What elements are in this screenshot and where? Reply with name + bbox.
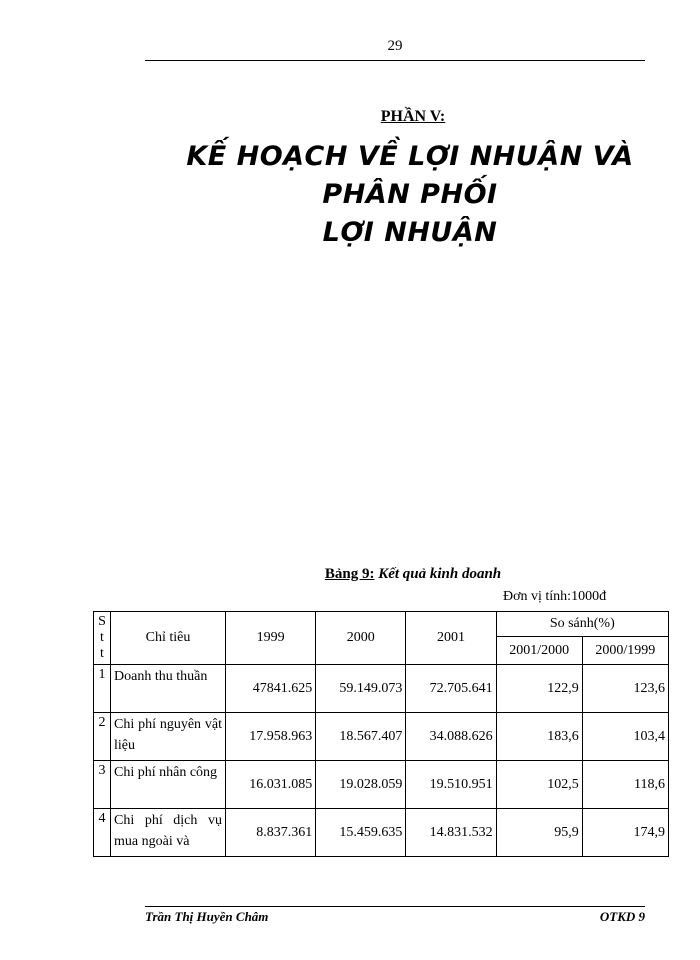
row-value-2000: 15.459.635 [316, 809, 406, 857]
table-caption [0, 566, 700, 583]
row-compare-2001-2000: 102,5 [496, 761, 582, 809]
header-stt-char: S [98, 614, 106, 629]
row-value-2001: 34.088.626 [406, 713, 496, 761]
row-item: Chi phí nguyên vật liệu [111, 713, 226, 761]
row-compare-2000-1999: 118,6 [582, 761, 668, 809]
row-value-1999: 47841.625 [226, 665, 316, 713]
row-compare-2000-1999: 103,4 [582, 713, 668, 761]
header-compare-2000-1999: 2000/1999 [582, 637, 668, 665]
row-stt: 2 [94, 713, 111, 761]
unit-note: Đơn vị tính:1000đ [503, 589, 607, 604]
footer-class: OTKD 9 [599, 909, 645, 924]
row-value-2000: 59.149.073 [316, 665, 406, 713]
row-value-1999: 16.031.085 [226, 761, 316, 809]
header-stt [94, 612, 111, 665]
row-compare-2000-1999: 123,6 [582, 665, 668, 713]
header-stt-char: t [100, 646, 104, 661]
header-rule [145, 60, 645, 61]
header-compare: So sánh(%) [496, 612, 668, 637]
header-compare-2001-2000: 2001/2000 [496, 637, 582, 665]
part-title: PHẦN V: [380, 108, 446, 125]
header-year-1999: 1999 [226, 612, 316, 665]
row-compare-2001-2000: 183,6 [496, 713, 582, 761]
page-number: 29 [387, 38, 403, 54]
table-row [94, 665, 669, 713]
row-item: Chi phí nhân công [111, 761, 226, 809]
chapter-title-line-2: LỢI NHUẬN [322, 217, 498, 248]
row-compare-2001-2000: 122,9 [496, 665, 582, 713]
row-item: Chi phí dịch vụ mua ngoài và [111, 809, 226, 857]
row-compare-2000-1999: 174,9 [582, 809, 668, 857]
table-row [94, 713, 669, 761]
header-year-2001: 2001 [406, 612, 496, 665]
header-stt-char: t [100, 630, 104, 645]
footer-author: Trần Thị Huyền Châm [145, 909, 269, 924]
table-caption-text: Kết quả kinh doanh [374, 566, 502, 582]
results-table [93, 611, 669, 857]
row-stt: 1 [94, 665, 111, 713]
chapter-title-line-1: KẾ HOẠCH VỀ LỢI NHUẬN VÀ PHÂN PHỐI [186, 141, 634, 210]
table-row [94, 761, 669, 809]
row-value-1999: 8.837.361 [226, 809, 316, 857]
row-item: Doanh thu thuần [111, 665, 226, 713]
table-header-row [94, 612, 669, 637]
footer-rule [145, 906, 645, 907]
row-value-2001: 14.831.532 [406, 809, 496, 857]
row-stt: 3 [94, 761, 111, 809]
row-value-2001: 19.510.951 [406, 761, 496, 809]
row-compare-2001-2000: 95,9 [496, 809, 582, 857]
table-caption-label: Bảng 9: [324, 566, 375, 582]
row-value-2000: 19.028.059 [316, 761, 406, 809]
header-item: Chỉ tiêu [111, 612, 226, 665]
row-value-2001: 72.705.641 [406, 665, 496, 713]
table-row [94, 809, 669, 857]
row-value-2000: 18.567.407 [316, 713, 406, 761]
chapter-title [150, 138, 670, 252]
row-value-1999: 17.958.963 [226, 713, 316, 761]
header-year-2000: 2000 [316, 612, 406, 665]
row-stt: 4 [94, 809, 111, 857]
